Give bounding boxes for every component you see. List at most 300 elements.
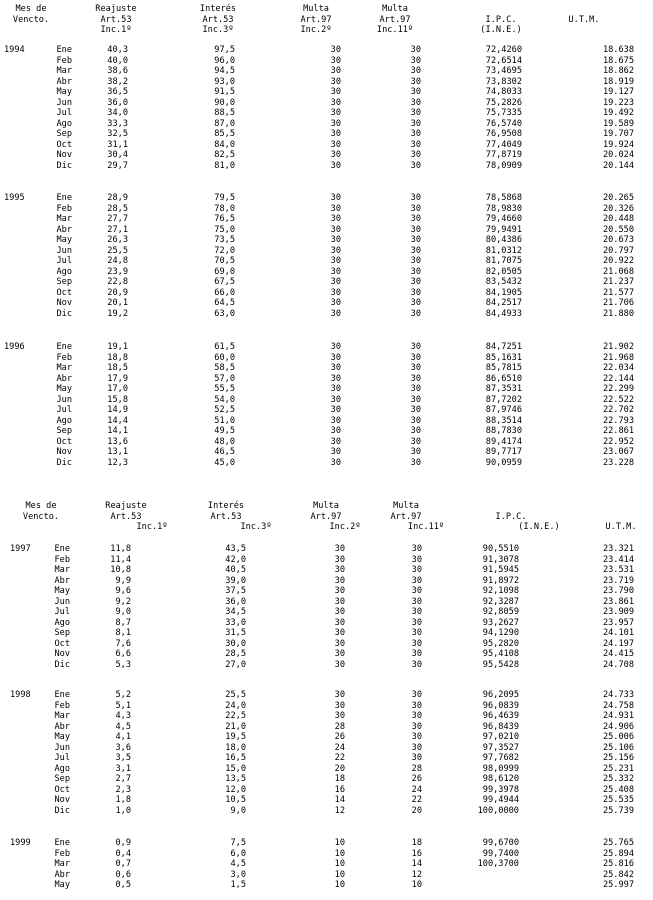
interes-cell: 81,0 (214, 160, 235, 171)
month-cell: Nov (56, 150, 72, 160)
reajuste-cell: 14,1 (107, 426, 128, 436)
multa-11-cell: 30 (410, 150, 421, 160)
ipc-cell: 88,3514 (485, 415, 522, 426)
month-cell: Oct (54, 638, 70, 649)
ipc-cell: 72,6514 (485, 55, 522, 66)
multa-2-cell: 30 (330, 55, 341, 66)
utm-cell: 19.127 (602, 87, 634, 97)
multa-11-cell: 30 (410, 256, 421, 266)
reajuste-cell: 0,4 (115, 848, 131, 859)
month-cell: Jul (54, 753, 70, 763)
multa-11-cell: 30 (410, 193, 421, 203)
multa-2-cell: 30 (330, 308, 341, 319)
reajuste-cell: 3,5 (115, 753, 131, 763)
month-cell: Oct (54, 784, 70, 795)
utm-cell: 24.101 (602, 628, 634, 638)
multa-11-cell: 30 (410, 214, 421, 224)
utm-cell: 19.223 (602, 97, 634, 108)
multa-11-cell: 30 (410, 235, 421, 245)
interes-cell: 37,5 (225, 586, 246, 596)
interes-cell: 57,0 (214, 373, 235, 384)
month-cell: Dic (56, 457, 72, 468)
month-cell: Oct (56, 139, 72, 150)
header-multa-2: Art.97 (310, 511, 342, 522)
utm-cell: 23.414 (602, 554, 634, 565)
ipc-cell: 91,5945 (482, 565, 519, 575)
multa-11-cell: 30 (411, 700, 422, 711)
ipc-cell: 80,4386 (485, 235, 522, 245)
month-cell: Ago (56, 415, 72, 426)
utm-cell: 25.535 (602, 795, 634, 805)
ipc-cell: 78,5868 (485, 193, 522, 203)
multa-2-cell: 30 (330, 66, 341, 76)
header-reajuste: Inc.1º (136, 522, 168, 532)
interes-cell: 54,0 (214, 394, 235, 405)
utm-cell: 22.793 (602, 415, 634, 426)
month-cell: Oct (56, 287, 72, 298)
header-ipc: I.P.C. (495, 511, 527, 522)
multa-11-cell: 30 (410, 457, 421, 468)
multa-2-cell: 30 (334, 565, 345, 575)
interes-cell: 73,5 (214, 235, 235, 245)
utm-cell: 19.924 (602, 139, 634, 150)
interes-cell: 9,0 (230, 805, 246, 816)
ipc-cell: 75,7335 (485, 108, 522, 118)
interes-cell: 16,5 (225, 753, 246, 763)
reajuste-cell: 0,9 (115, 838, 131, 848)
header-interes: Inc.3º (202, 25, 234, 35)
month-cell: Mar (56, 66, 72, 76)
multa-2-cell: 30 (330, 394, 341, 405)
reajuste-cell: 28,9 (107, 193, 128, 203)
multa-2-cell: 30 (334, 596, 345, 607)
reajuste-cell: 9,9 (115, 575, 131, 586)
multa-2-cell: 30 (330, 287, 341, 298)
ipc-cell: 78,0909 (485, 160, 522, 171)
utm-cell: 24.415 (602, 649, 634, 659)
month-cell: May (54, 586, 70, 596)
interes-cell: 51,0 (214, 415, 235, 426)
interes-cell: 67,5 (214, 277, 235, 287)
month-cell: Feb (56, 352, 72, 363)
multa-11-cell: 30 (410, 384, 421, 394)
reajuste-cell: 5,3 (115, 659, 131, 670)
multa-2-cell: 12 (334, 805, 345, 816)
multa-11-cell: 14 (411, 859, 422, 869)
reajuste-cell: 4,1 (115, 732, 131, 742)
month-cell: Abr (54, 575, 70, 586)
ipc-cell: 86,6510 (485, 373, 522, 384)
multa-2-cell: 30 (330, 214, 341, 224)
interes-cell: 49,5 (214, 426, 235, 436)
month-cell: Ago (54, 763, 70, 774)
utm-cell: 25.739 (602, 805, 634, 816)
utm-cell: 18.862 (602, 66, 634, 76)
month-cell: Ago (56, 118, 72, 129)
multa-2-cell: 30 (330, 203, 341, 214)
header-multa-2: Multa (313, 501, 339, 511)
month-cell: Ene (54, 544, 70, 554)
multa-2-cell: 30 (334, 711, 345, 721)
ipc-cell: 99,4944 (482, 795, 519, 805)
reajuste-cell: 4,3 (115, 711, 131, 721)
multa-11-cell: 22 (411, 795, 422, 805)
month-cell: May (54, 880, 70, 890)
multa-11-cell: 30 (411, 638, 422, 649)
multa-11-cell: 30 (410, 55, 421, 66)
multa-2-cell: 30 (330, 256, 341, 266)
interes-cell: 94,5 (214, 66, 235, 76)
utm-cell: 23.909 (602, 607, 634, 617)
header-month: Mes de (25, 501, 57, 511)
header-ipc: I.P.C. (485, 14, 517, 25)
month-cell: Abr (56, 224, 72, 235)
multa-2-cell: 26 (334, 732, 345, 742)
ipc-cell: 77,4049 (485, 139, 522, 150)
multa-2-cell: 30 (334, 544, 345, 554)
year-label: 1996 (4, 342, 25, 352)
ipc-cell: 96,8439 (482, 721, 519, 732)
interes-cell: 31,5 (225, 628, 246, 638)
reajuste-cell: 1,8 (115, 795, 131, 805)
ipc-cell: 73,4695 (485, 66, 522, 76)
utm-cell: 21.577 (602, 287, 634, 298)
utm-cell: 24.733 (602, 690, 634, 700)
header-multa-2: Art.97 (300, 14, 332, 25)
interes-cell: 87,0 (214, 118, 235, 129)
ipc-cell: 87,3531 (485, 384, 522, 394)
multa-11-cell: 30 (410, 45, 421, 55)
reajuste-cell: 31,1 (107, 139, 128, 150)
reajuste-cell: 9,6 (115, 586, 131, 596)
reajuste-cell: 40,3 (107, 45, 128, 55)
utm-cell: 20.448 (602, 214, 634, 224)
header-month: Vencto. (12, 14, 50, 25)
utm-cell: 22.522 (602, 394, 634, 405)
multa-11-cell: 30 (411, 617, 422, 628)
multa-2-cell: 30 (334, 607, 345, 617)
reajuste-cell: 2,7 (115, 774, 131, 784)
multa-11-cell: 30 (410, 76, 421, 87)
multa-11-cell: 30 (410, 308, 421, 319)
multa-11-cell: 30 (411, 649, 422, 659)
utm-cell: 22.861 (602, 426, 634, 436)
interes-cell: 4,5 (230, 859, 246, 869)
multa-2-cell: 14 (334, 795, 345, 805)
multa-2-cell: 30 (330, 87, 341, 97)
reajuste-cell: 18,8 (107, 352, 128, 363)
multa-11-cell: 30 (410, 298, 421, 308)
interes-cell: 13,5 (225, 774, 246, 784)
month-cell: Sep (54, 628, 70, 638)
multa-2-cell: 30 (334, 649, 345, 659)
interes-cell: 69,0 (214, 266, 235, 277)
utm-cell: 18.638 (602, 45, 634, 55)
reajuste-cell: 18,5 (107, 363, 128, 373)
month-cell: Mar (56, 363, 72, 373)
interes-cell: 88,5 (214, 108, 235, 118)
header-month: Vencto. (22, 511, 60, 522)
reajuste-cell: 9,0 (115, 607, 131, 617)
multa-2-cell: 30 (330, 266, 341, 277)
multa-11-cell: 10 (411, 880, 422, 890)
month-cell: Jul (56, 405, 72, 415)
utm-cell: 22.702 (602, 405, 634, 415)
utm-cell: 24.197 (602, 638, 634, 649)
ipc-cell: 95,4108 (482, 649, 519, 659)
ipc-cell: 95,5428 (482, 659, 519, 670)
ipc-cell: 90,5510 (482, 544, 519, 554)
reajuste-cell: 40,0 (107, 55, 128, 66)
reajuste-cell: 4,5 (115, 721, 131, 732)
reajuste-cell: 6,6 (115, 649, 131, 659)
utm-cell: 23.957 (602, 617, 634, 628)
utm-cell: 20.265 (602, 193, 634, 203)
header-multa-11: Art.97 (390, 511, 422, 522)
ipc-cell: 84,2517 (485, 298, 522, 308)
multa-2-cell: 30 (330, 76, 341, 87)
reajuste-cell: 19,2 (107, 308, 128, 319)
utm-cell: 22.952 (602, 436, 634, 447)
utm-cell: 20.144 (602, 160, 634, 171)
interes-cell: 15,0 (225, 763, 246, 774)
interes-cell: 24,0 (225, 700, 246, 711)
ipc-cell: 79,9491 (485, 224, 522, 235)
multa-11-cell: 30 (411, 690, 422, 700)
multa-11-cell: 28 (411, 763, 422, 774)
month-cell: Feb (56, 203, 72, 214)
interes-cell: 28,5 (225, 649, 246, 659)
multa-11-cell: 30 (410, 129, 421, 139)
reajuste-cell: 15,8 (107, 394, 128, 405)
multa-11-cell: 30 (411, 721, 422, 732)
multa-11-cell: 30 (410, 245, 421, 256)
interes-cell: 79,5 (214, 193, 235, 203)
multa-11-cell: 30 (411, 607, 422, 617)
reajuste-cell: 38,6 (107, 66, 128, 76)
multa-11-cell: 30 (411, 659, 422, 670)
month-cell: Jul (54, 607, 70, 617)
reajuste-cell: 38,2 (107, 76, 128, 87)
interes-cell: 55,5 (214, 384, 235, 394)
month-cell: May (56, 235, 72, 245)
ipc-cell: 84,1905 (485, 287, 522, 298)
multa-2-cell: 30 (330, 45, 341, 55)
interes-cell: 72,0 (214, 245, 235, 256)
month-cell: Abr (56, 76, 72, 87)
utm-cell: 23.861 (602, 596, 634, 607)
ipc-cell: 98,0999 (482, 763, 519, 774)
multa-11-cell: 30 (411, 742, 422, 753)
multa-11-cell: 12 (411, 869, 422, 880)
interes-cell: 82,5 (214, 150, 235, 160)
multa-2-cell: 30 (330, 129, 341, 139)
header-multa-11: Inc.11º (376, 25, 414, 35)
reajuste-cell: 12,3 (107, 457, 128, 468)
utm-cell: 23.531 (602, 565, 634, 575)
utm-cell: 22.299 (602, 384, 634, 394)
multa-2-cell: 30 (330, 224, 341, 235)
ipc-cell: 89,4174 (485, 436, 522, 447)
multa-2-cell: 22 (334, 753, 345, 763)
ipc-cell: 92,1098 (482, 586, 519, 596)
ipc-cell: 76,5740 (485, 118, 522, 129)
multa-2-cell: 30 (334, 554, 345, 565)
interes-cell: 34,5 (225, 607, 246, 617)
multa-11-cell: 26 (411, 774, 422, 784)
multa-2-cell: 30 (330, 405, 341, 415)
ipc-cell: 93,2627 (482, 617, 519, 628)
interes-cell: 42,0 (225, 554, 246, 565)
multa-2-cell: 30 (330, 384, 341, 394)
header-interes: Interés (199, 4, 237, 14)
interes-cell: 58,5 (214, 363, 235, 373)
ipc-cell: 84,4933 (485, 308, 522, 319)
ipc-cell: 99,7400 (482, 848, 519, 859)
multa-11-cell: 18 (411, 838, 422, 848)
utm-cell: 22.034 (602, 363, 634, 373)
multa-2-cell: 30 (330, 245, 341, 256)
multa-11-cell: 30 (411, 753, 422, 763)
ipc-cell: 87,9746 (485, 405, 522, 415)
reajuste-cell: 7,6 (115, 638, 131, 649)
multa-11-cell: 20 (411, 805, 422, 816)
month-cell: Jun (54, 596, 70, 607)
multa-2-cell: 10 (334, 880, 345, 890)
utm-cell: 24.931 (602, 711, 634, 721)
reajuste-cell: 14,4 (107, 415, 128, 426)
utm-cell: 25.106 (602, 742, 634, 753)
header-reajuste: Inc.1º (100, 25, 132, 35)
utm-cell: 19.707 (602, 129, 634, 139)
utm-cell: 25.231 (602, 763, 634, 774)
utm-cell: 19.492 (602, 108, 634, 118)
month-cell: Mar (54, 859, 70, 869)
header-multa-11: Multa (382, 4, 408, 14)
multa-2-cell: 30 (330, 298, 341, 308)
year-label: 1999 (10, 838, 31, 848)
month-cell: Sep (56, 426, 72, 436)
ipc-cell: 78,9830 (485, 203, 522, 214)
multa-2-cell: 30 (330, 118, 341, 129)
reajuste-cell: 33,3 (107, 118, 128, 129)
month-cell: Nov (54, 795, 70, 805)
month-cell: Jun (56, 245, 72, 256)
header-reajuste: Art.53 (110, 511, 142, 522)
year-label: 1995 (4, 193, 25, 203)
reajuste-cell: 20,9 (107, 287, 128, 298)
year-label: 1994 (4, 45, 25, 55)
interes-cell: 70,5 (214, 256, 235, 266)
interes-cell: 91,5 (214, 87, 235, 97)
utm-cell: 21.068 (602, 266, 634, 277)
interes-cell: 21,0 (225, 721, 246, 732)
month-cell: Dic (54, 659, 70, 670)
multa-11-cell: 30 (410, 97, 421, 108)
reajuste-cell: 19,1 (107, 342, 128, 352)
multa-2-cell: 30 (334, 690, 345, 700)
interes-cell: 3,0 (230, 869, 246, 880)
reajuste-cell: 5,2 (115, 690, 131, 700)
reajuste-cell: 3,6 (115, 742, 131, 753)
month-cell: Ene (56, 193, 72, 203)
utm-cell: 24.708 (602, 659, 634, 670)
header-interes: Interés (207, 501, 245, 511)
header-ipc: (I.N.E.) (518, 522, 560, 532)
multa-2-cell: 30 (330, 139, 341, 150)
reajuste-cell: 29,7 (107, 160, 128, 171)
month-cell: Sep (56, 129, 72, 139)
utm-cell: 25.006 (602, 732, 634, 742)
reajuste-cell: 34,0 (107, 108, 128, 118)
interes-cell: 7,5 (230, 838, 246, 848)
ipc-cell: 97,3527 (482, 742, 519, 753)
multa-2-cell: 30 (330, 447, 341, 457)
reajuste-cell: 17,0 (107, 384, 128, 394)
ipc-cell: 82,0505 (485, 266, 522, 277)
month-cell: Sep (56, 277, 72, 287)
interes-cell: 45,0 (214, 457, 235, 468)
interes-cell: 90,0 (214, 97, 235, 108)
interes-cell: 60,0 (214, 352, 235, 363)
interes-cell: 36,0 (225, 596, 246, 607)
ipc-cell: 100,0000 (477, 805, 519, 816)
utm-cell: 24.758 (602, 700, 634, 711)
ipc-cell: 81,0312 (485, 245, 522, 256)
interes-cell: 85,5 (214, 129, 235, 139)
utm-cell: 24.906 (602, 721, 634, 732)
utm-cell: 20.673 (602, 235, 634, 245)
reajuste-cell: 1,0 (115, 805, 131, 816)
reajuste-cell: 36,5 (107, 87, 128, 97)
multa-2-cell: 24 (334, 742, 345, 753)
ipc-cell: 95,2820 (482, 638, 519, 649)
multa-2-cell: 30 (330, 193, 341, 203)
reajuste-cell: 20,1 (107, 298, 128, 308)
utm-cell: 18.675 (602, 55, 634, 66)
reajuste-cell: 0,6 (115, 869, 131, 880)
interes-cell: 63,0 (214, 308, 235, 319)
month-cell: Jun (54, 742, 70, 753)
multa-11-cell: 30 (410, 342, 421, 352)
reajuste-cell: 26,3 (107, 235, 128, 245)
utm-cell: 25.408 (602, 784, 634, 795)
reajuste-cell: 8,7 (115, 617, 131, 628)
multa-11-cell: 30 (411, 554, 422, 565)
header-reajuste: Reajuste (105, 501, 147, 511)
header-reajuste: Art.53 (100, 14, 132, 25)
multa-2-cell: 30 (330, 108, 341, 118)
month-cell: Jun (56, 394, 72, 405)
month-cell: Mar (54, 565, 70, 575)
ipc-cell: 72,4260 (485, 45, 522, 55)
month-cell: Feb (54, 848, 70, 859)
interes-cell: 66,0 (214, 287, 235, 298)
utm-cell: 21.968 (602, 352, 634, 363)
month-cell: Mar (56, 214, 72, 224)
month-cell: Nov (56, 298, 72, 308)
header-multa-2: Inc.2º (300, 25, 332, 35)
reajuste-cell: 0,7 (115, 859, 131, 869)
multa-2-cell: 30 (330, 415, 341, 426)
month-cell: Nov (56, 447, 72, 457)
interes-cell: 6,0 (230, 848, 246, 859)
reajuste-cell: 30,4 (107, 150, 128, 160)
utm-cell: 23.228 (602, 457, 634, 468)
reajuste-cell: 11,4 (110, 554, 131, 565)
interes-cell: 64,5 (214, 298, 235, 308)
reajuste-cell: 13,1 (107, 447, 128, 457)
